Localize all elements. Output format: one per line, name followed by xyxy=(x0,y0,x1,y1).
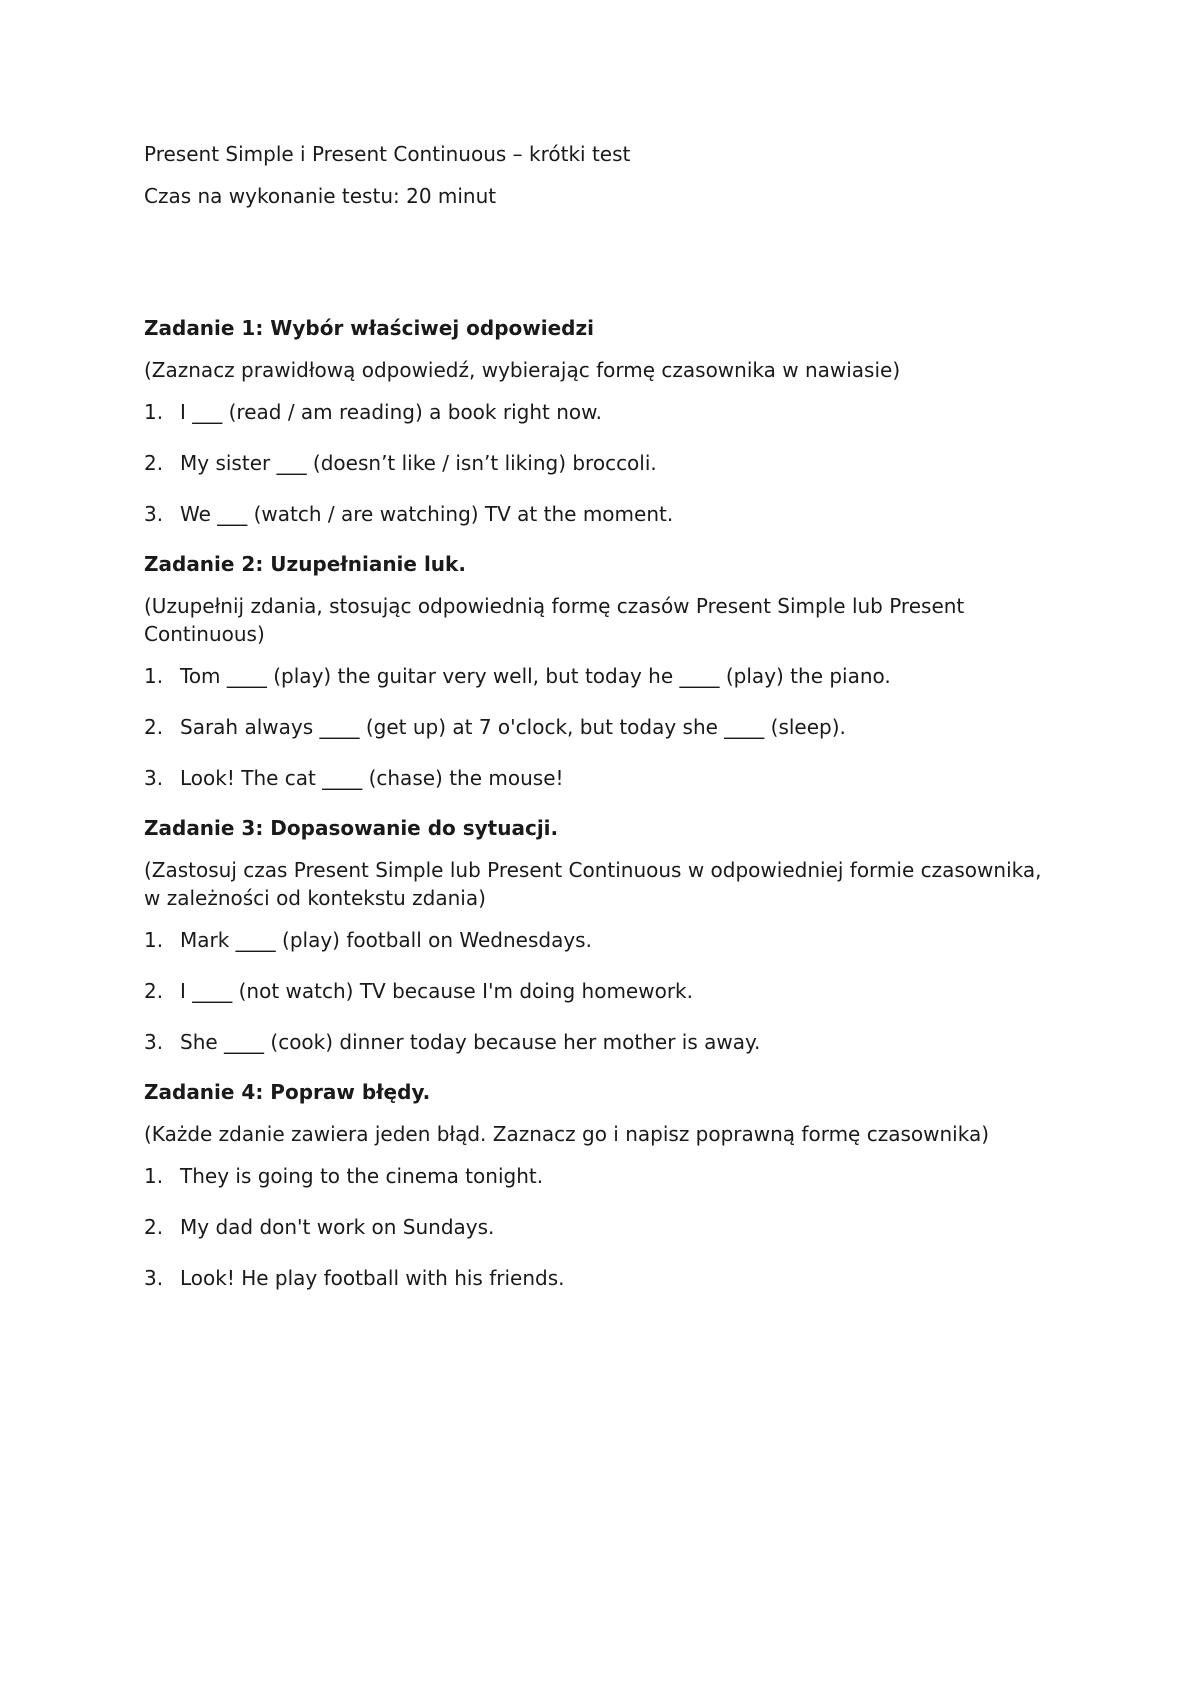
section-heading: Zadanie 3: Dopasowanie do sytuacji. xyxy=(144,816,559,840)
task-section-4 xyxy=(144,1078,1064,1292)
task-item xyxy=(144,713,1064,741)
document-title: Present Simple i Present Continuous – krótki test xyxy=(144,142,631,166)
item-number: 1. xyxy=(144,400,164,424)
task-section-1 xyxy=(144,314,1064,528)
item-text: I ___ (read / am reading) a book right now. xyxy=(180,400,602,424)
task-item xyxy=(144,449,1064,477)
item-text: We ___ (watch / are watching) TV at the moment. xyxy=(180,502,674,526)
section-heading: Zadanie 4: Popraw błędy. xyxy=(144,1080,431,1104)
time-limit-note: Czas na wykonanie testu: 20 minut xyxy=(144,184,497,208)
item-text: Sarah always ____ (get up) at 7 o'clock, but today she ____ (sleep). xyxy=(180,715,846,739)
item-number: 3. xyxy=(144,502,164,526)
task-list xyxy=(144,1162,1064,1292)
section-instruction: (Zaznacz prawidłową odpowiedź, wybierając formę czasownika w nawiasie) xyxy=(144,358,901,382)
item-text: Tom ____ (play) the guitar very well, but today he ____ (play) the piano. xyxy=(180,664,891,688)
item-text: My sister ___ (doesn’t like / isn’t liking) broccoli. xyxy=(180,451,657,475)
item-number: 3. xyxy=(144,766,164,790)
item-text: I ____ (not watch) TV because I'm doing homework. xyxy=(180,979,693,1003)
item-text: Mark ____ (play) football on Wednesdays. xyxy=(180,928,592,952)
item-text: Look! The cat ____ (chase) the mouse! xyxy=(180,766,564,790)
task-item xyxy=(144,926,1064,954)
document-content xyxy=(144,140,1064,1314)
item-number: 3. xyxy=(144,1030,164,1054)
task-section-2 xyxy=(144,550,1064,792)
task-item xyxy=(144,977,1064,1005)
item-number: 3. xyxy=(144,1266,164,1290)
task-section-3 xyxy=(144,814,1064,1056)
item-text: My dad don't work on Sundays. xyxy=(180,1215,495,1239)
item-text: She ____ (cook) dinner today because her mother is away. xyxy=(180,1030,761,1054)
section-instruction: (Każde zdanie zawiera jeden błąd. Zaznacz go i napisz poprawną formę czasownika) xyxy=(144,1122,989,1146)
task-item xyxy=(144,662,1064,690)
section-heading: Zadanie 1: Wybór właściwej odpowiedzi xyxy=(144,316,594,340)
item-number: 1. xyxy=(144,664,164,688)
task-item xyxy=(144,1213,1064,1241)
task-list xyxy=(144,398,1064,528)
item-number: 1. xyxy=(144,1164,164,1188)
item-text: Look! He play football with his friends. xyxy=(180,1266,565,1290)
section-instruction: (Uzupełnij zdania, stosując odpowiednią formę czasów Present Simple lub Present Continuous) xyxy=(144,594,965,646)
section-heading: Zadanie 2: Uzupełnianie luk. xyxy=(144,552,466,576)
item-number: 1. xyxy=(144,928,164,952)
item-number: 2. xyxy=(144,451,164,475)
task-item xyxy=(144,764,1064,792)
item-text: They is going to the cinema tonight. xyxy=(180,1164,544,1188)
item-number: 2. xyxy=(144,1215,164,1239)
task-item xyxy=(144,1264,1064,1292)
task-item xyxy=(144,398,1064,426)
task-item xyxy=(144,1028,1064,1056)
item-number: 2. xyxy=(144,979,164,1003)
task-list xyxy=(144,926,1064,1056)
task-item xyxy=(144,500,1064,528)
task-list xyxy=(144,662,1064,792)
section-instruction: (Zastosuj czas Present Simple lub Present Continuous w odpowiedniej formie czasownika, w zależności od kontekstu zdania) xyxy=(144,858,1042,910)
item-number: 2. xyxy=(144,715,164,739)
task-item xyxy=(144,1162,1064,1190)
